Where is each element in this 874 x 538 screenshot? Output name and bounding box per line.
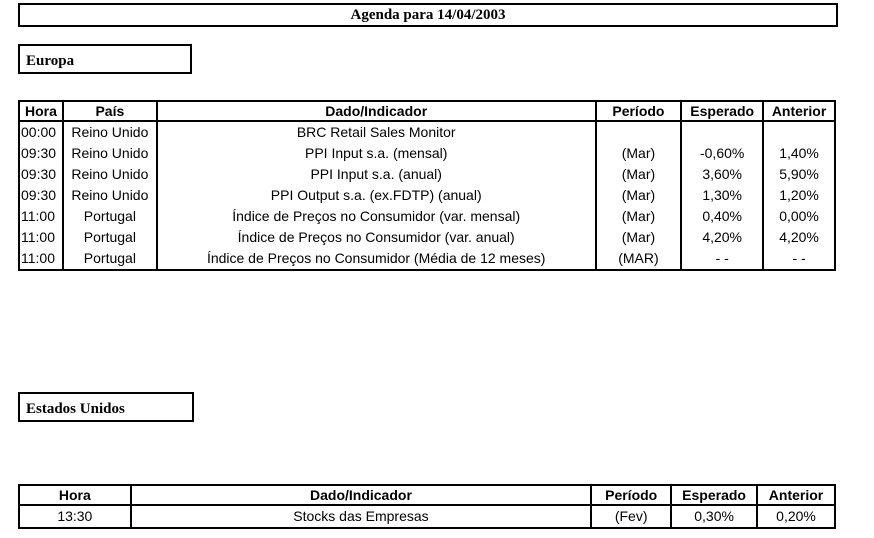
cell-pais: Reino Unido (63, 164, 157, 185)
cell-pais: Reino Unido (63, 185, 157, 206)
cell-anterior: - - (763, 248, 835, 270)
cell-periodo: (Mar) (596, 143, 682, 164)
cell-esperado: 0,40% (681, 206, 763, 227)
cell-esperado: 3,60% (681, 164, 763, 185)
table-row (19, 505, 835, 528)
cell-hora: 09:30 (19, 143, 63, 164)
header-hora: Hora (19, 485, 131, 505)
cell-anterior (763, 121, 835, 143)
header-indicador: Dado/Indicador (157, 101, 596, 121)
eua-table (18, 484, 836, 529)
cell-hora: 09:30 (19, 185, 63, 206)
cell-indicador: Stocks das Empresas (131, 505, 592, 528)
table-row (19, 185, 835, 206)
cell-pais: Portugal (63, 248, 157, 270)
cell-hora: 00:00 (19, 121, 63, 143)
table-row (19, 164, 835, 185)
header-indicador: Dado/Indicador (131, 485, 592, 505)
table-row (19, 143, 835, 164)
cell-indicador: PPI Output s.a. (ex.FDTP) (anual) (157, 185, 596, 206)
header-periodo: Período (596, 101, 682, 121)
table-row (19, 121, 835, 143)
cell-pais: Reino Unido (63, 143, 157, 164)
cell-anterior: 5,90% (763, 164, 835, 185)
cell-pais: Portugal (63, 227, 157, 248)
cell-anterior: 4,20% (763, 227, 835, 248)
cell-periodo (596, 121, 682, 143)
cell-hora: 11:00 (19, 248, 63, 270)
cell-anterior: 1,20% (763, 185, 835, 206)
cell-indicador: Índice de Preços no Consumidor (var. anual) (157, 227, 596, 248)
cell-indicador: Índice de Preços no Consumidor (var. mensal) (157, 206, 596, 227)
cell-periodo: (MAR) (596, 248, 682, 270)
table-row (19, 206, 835, 227)
header-pais: País (63, 101, 157, 121)
cell-esperado: - - (681, 248, 763, 270)
cell-anterior: 1,40% (763, 143, 835, 164)
cell-hora: 11:00 (19, 227, 63, 248)
cell-anterior: 0,00% (763, 206, 835, 227)
cell-esperado: 1,30% (681, 185, 763, 206)
cell-hora: 13:30 (19, 505, 131, 528)
cell-hora: 09:30 (19, 164, 63, 185)
cell-indicador: PPI Input s.a. (mensal) (157, 143, 596, 164)
header-esperado: Esperado (681, 101, 763, 121)
cell-pais: Portugal (63, 206, 157, 227)
cell-hora: 11:00 (19, 206, 63, 227)
header-esperado: Esperado (671, 485, 757, 505)
agenda-title: Agenda para 14/04/2003 (18, 3, 838, 27)
cell-periodo: (Mar) (596, 164, 682, 185)
cell-esperado (681, 121, 763, 143)
header-hora: Hora (19, 101, 63, 121)
section-eua-label: Estados Unidos (18, 392, 194, 422)
europa-header-row (19, 101, 835, 121)
header-anterior: Anterior (763, 101, 835, 121)
header-anterior: Anterior (757, 485, 835, 505)
cell-pais: Reino Unido (63, 121, 157, 143)
cell-anterior: 0,20% (757, 505, 835, 528)
cell-esperado: 0,30% (671, 505, 757, 528)
cell-indicador: BRC Retail Sales Monitor (157, 121, 596, 143)
cell-periodo: (Fev) (591, 505, 671, 528)
eua-header-row (19, 485, 835, 505)
table-row (19, 227, 835, 248)
cell-indicador: Índice de Preços no Consumidor (Média de 12 meses) (157, 248, 596, 270)
cell-esperado: -0,60% (681, 143, 763, 164)
section-europa-label: Europa (18, 44, 192, 74)
europa-table (18, 100, 836, 271)
cell-periodo: (Mar) (596, 185, 682, 206)
cell-esperado: 4,20% (681, 227, 763, 248)
cell-periodo: (Mar) (596, 206, 682, 227)
cell-indicador: PPI Input s.a. (anual) (157, 164, 596, 185)
cell-periodo: (Mar) (596, 227, 682, 248)
table-row (19, 248, 835, 270)
header-periodo: Período (591, 485, 671, 505)
